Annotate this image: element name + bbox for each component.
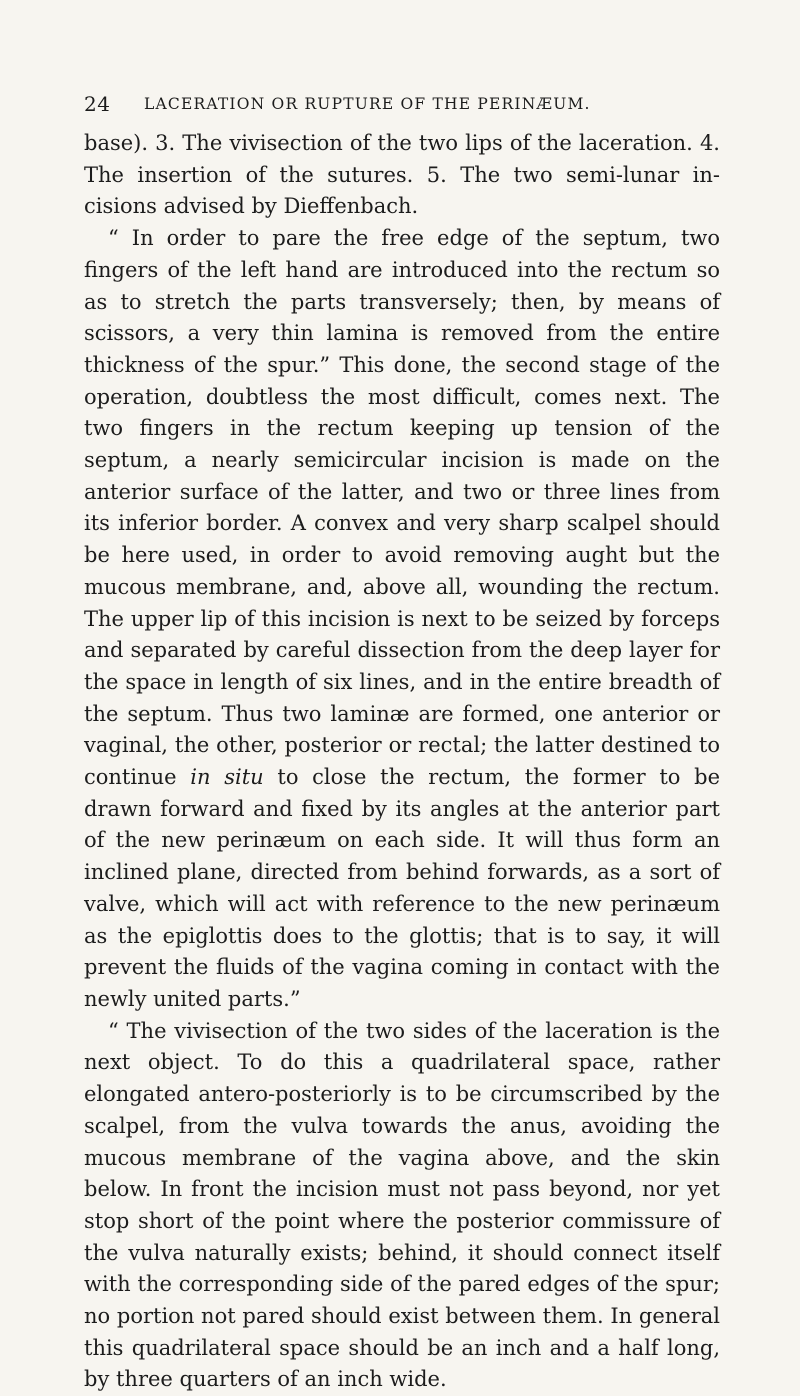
paragraph-2: [84, 223, 720, 1016]
page-header: [84, 92, 720, 118]
running-head: LACERATION OR RUPTURE OF THE PERINÆUM.: [144, 95, 591, 113]
paragraph-2-text: “ In order to pare the free edge of the septum, two fingers of the left hand are introduced into the rectum so as to stretch the parts transversely; then, by means of scissors, a very thin lamina is removed from the entire thickness of the spur.” This done, the second stage of the operation, doubtless the most difficult, comes next. The two fingers in the rectum keeping up tension of the septum, a nearly semicircular incision is made on the anterior surface of the latter, and two or three lines from its inferior border. A convex and very sharp scalpel should be here used, in order to avoid removing aught but the mucous membrane, and, above all, wounding the rectum. The upper lip of this incision is next to be seized by forceps and separated by careful dissection from the deep layer for the space in length of six lines, and in the entire breadth of the septum. Thus two laminæ are formed, one anterior or vaginal, the other, posterior or rectal; the latter destined to continue: [84, 226, 720, 790]
paragraph-1: base). 3. The vivisection of the two lips of the laceration. 4. The insertion of the sutures. 5. The two semi-lunar in-cisions advised by Dieffenbach.: [84, 131, 720, 219]
page-number: 24: [84, 92, 111, 116]
body-text: [84, 128, 720, 1396]
paragraph-2-text-after: to close the rectum, the former to be drawn forward and fixed by its angles at the anterior part of the new perinæum on each side. It will thus form an inclined plane, directed from behind forwards, as a sort of valve, which will act with reference to the new perinæum as the epiglottis does to the glottis; that is to say, it will prevent the fluids of the vagina coming in contact with the newly united parts.”: [84, 765, 721, 1011]
paragraph-3: “ The vivisection of the two sides of the laceration is the next object. To do this a quadrilateral space, rather elongated antero-posteriorly is to be circumscribed by the scalpel, from the vulva towards the anus, avoiding the mucous membrane of the vagina above, and the skin below. In front the incision must not pass beyond, nor yet stop short of the point where the posterior commissure of the vulva naturally exists; behind, it should connect itself with the corresponding side of the pared edges of the spur; no portion not pared should exist between them. In general this quadrilateral space should be an inch and a half long, by three quarters of an inch wide.: [84, 1018, 720, 1392]
paragraph-2-italic-phrase: in situ: [190, 765, 264, 790]
